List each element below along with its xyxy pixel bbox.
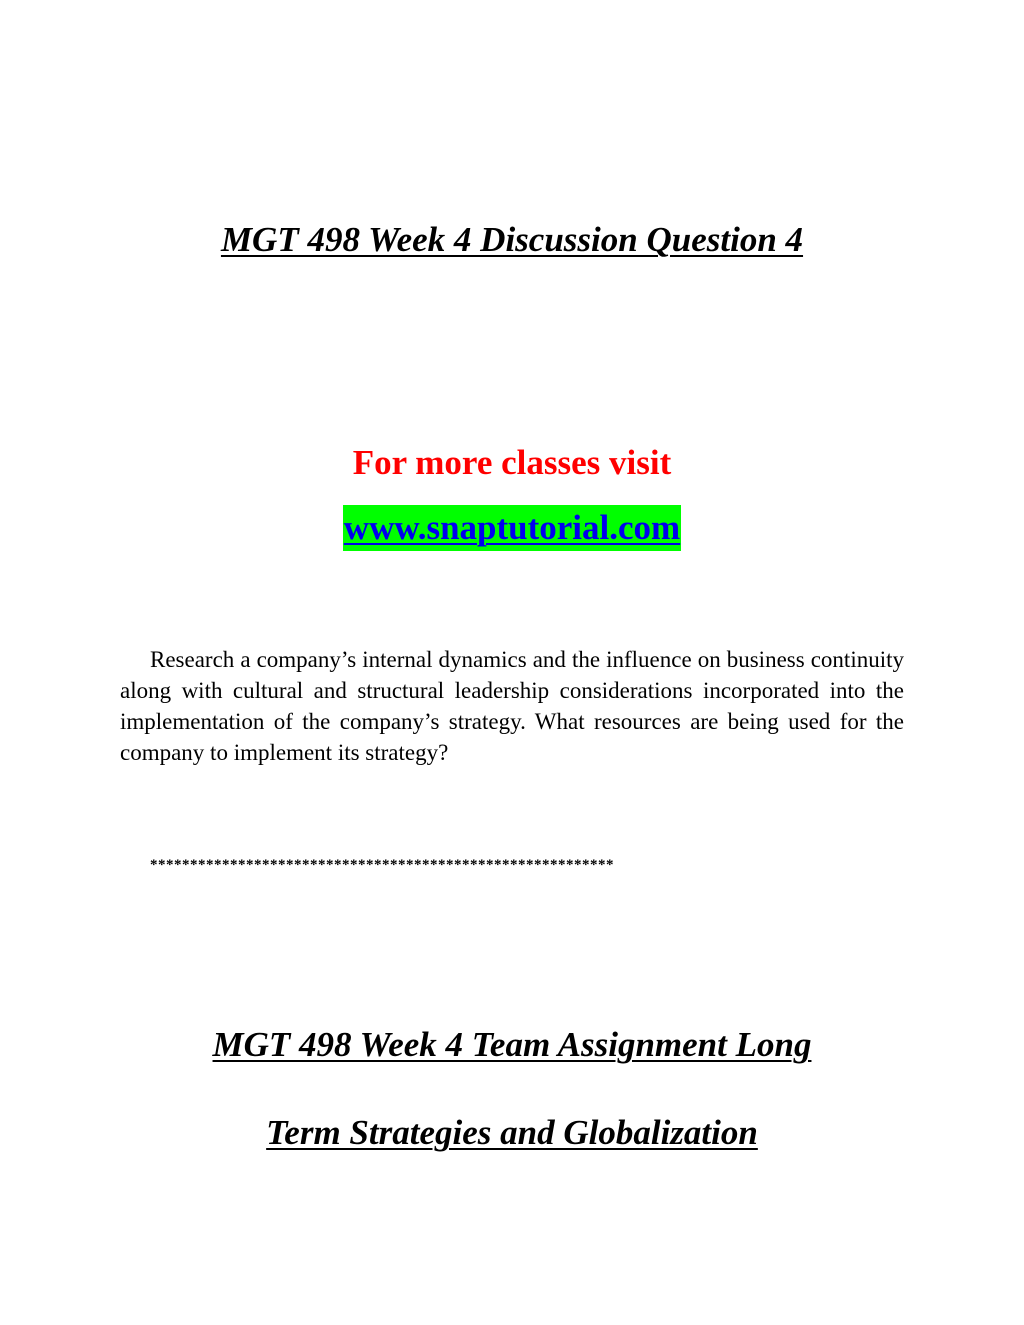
promo-text: For more classes visit [352, 443, 672, 482]
team-assignment-title-line1 [0, 1025, 1024, 1065]
separator-stars: ********************************************************** [150, 857, 614, 873]
team-assignment-title-line2-text: Term Strategies and Globalization [266, 1113, 758, 1152]
site-link[interactable]: www.snaptutorial.com [343, 505, 681, 551]
team-assignment-title-line1-text: MGT 498 Week 4 Team Assignment Long [212, 1025, 812, 1064]
discussion-question-title [0, 220, 1024, 260]
discussion-question-title-text: MGT 498 Week 4 Discussion Question 4 [220, 220, 804, 259]
site-link-container [0, 505, 1024, 551]
team-assignment-title-line2 [0, 1113, 1024, 1153]
question-body: Research a company’s internal dynamics and the influence on business continuity along with cultural and structural leadership considerations incorporated into the implementation of the company’s strategy. What resources are being used for the company to implement its strategy? [120, 647, 904, 765]
